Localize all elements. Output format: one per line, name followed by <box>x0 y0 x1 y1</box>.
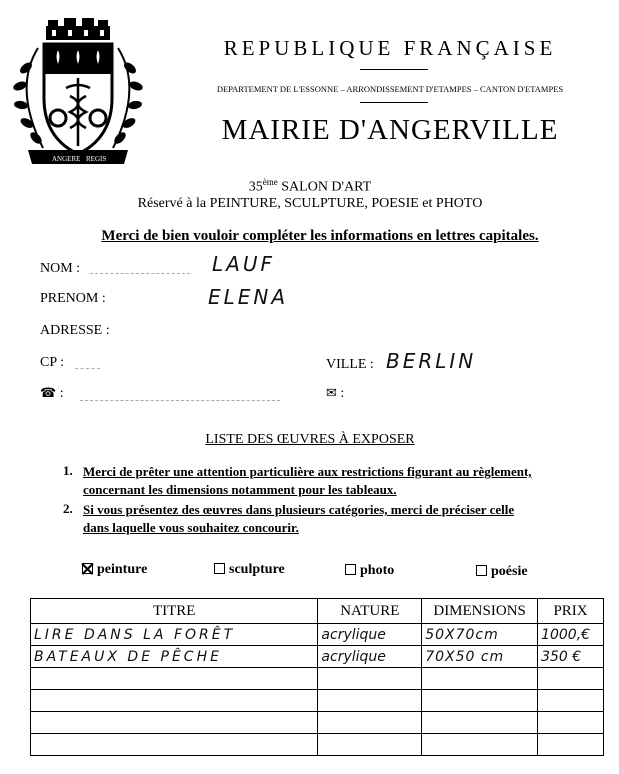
checkbox-peinture[interactable] <box>82 563 93 574</box>
salon-name: SALON D'ART <box>277 179 372 195</box>
cell-nature[interactable] <box>318 690 422 712</box>
prenom-label: PRENOM : <box>40 291 106 306</box>
cell-titre[interactable]: BATEAUX DE PÊCHE <box>31 646 318 668</box>
note-2-line-2: dans laquelle vous souhaitez concourir. <box>83 520 299 535</box>
works-table <box>30 598 604 756</box>
cell-titre[interactable] <box>31 734 318 756</box>
note-1-number: 1. <box>63 463 73 478</box>
telephone-icon: ☎ <box>40 386 57 401</box>
note-2 <box>83 501 619 537</box>
cell-prix[interactable]: 1000,€ <box>538 624 604 646</box>
cell-dimensions[interactable] <box>422 668 538 690</box>
header-nature: NATURE <box>318 599 422 624</box>
salon-number: 35 <box>248 179 263 195</box>
instruction-text: Merci de bien vouloir compléter les informations en lettres capitales. <box>101 228 539 244</box>
liste-title: LISTE DES ŒUVRES À EXPOSER <box>205 432 415 447</box>
angerville-crest-logo <box>8 18 148 168</box>
cell-dimensions[interactable] <box>422 690 538 712</box>
ville-field[interactable]: BERLIN <box>386 349 477 373</box>
category-poesie-label: poésie <box>491 564 528 579</box>
cell-nature[interactable] <box>318 712 422 734</box>
mail-label: : <box>340 386 345 401</box>
phone-row <box>40 386 64 402</box>
note-1 <box>83 463 619 499</box>
crest-motto-left: ANGERE <box>52 155 81 163</box>
category-photo-label: photo <box>360 563 395 578</box>
departement-line: DEPARTEMENT DE L'ESSONNE – ARRONDISSEMENT D'ETAMPES – CANTON D'ETAMPES <box>216 84 564 94</box>
header-prix: PRIX <box>538 599 604 624</box>
table-row <box>31 734 604 756</box>
mairie-title: MAIRIE D'ANGERVILLE <box>221 114 559 146</box>
salon-title <box>60 177 560 196</box>
note-2-number: 2. <box>63 501 73 516</box>
phone-underline <box>80 400 280 401</box>
checkbox-poesie[interactable] <box>476 565 487 576</box>
prenom-field[interactable]: ELENA <box>208 285 289 309</box>
category-sculpture[interactable] <box>214 562 285 578</box>
category-poesie[interactable] <box>476 564 528 580</box>
envelope-icon: ✉ <box>326 386 337 401</box>
cell-titre[interactable]: LIRE DANS LA FORÊT <box>31 624 318 646</box>
checkbox-sculpture[interactable] <box>214 563 225 574</box>
cell-prix[interactable] <box>538 668 604 690</box>
cell-nature[interactable]: acrylique <box>318 646 422 668</box>
table-header-row <box>31 599 604 624</box>
cell-nature[interactable] <box>318 668 422 690</box>
cell-dimensions[interactable] <box>422 734 538 756</box>
header-dimensions: DIMENSIONS <box>422 599 538 624</box>
cell-prix[interactable]: 350 € <box>538 646 604 668</box>
cell-dimensions[interactable]: 50X70cm <box>422 624 538 646</box>
cell-prix[interactable] <box>538 690 604 712</box>
cp-label: CP : <box>40 355 64 370</box>
divider <box>360 102 428 103</box>
cell-prix[interactable] <box>538 734 604 756</box>
cell-nature[interactable] <box>318 734 422 756</box>
table-row <box>31 712 604 734</box>
header-titre: TITRE <box>31 599 318 624</box>
note-1-line-2: concernant les dimensions notamment pour les tableaux. <box>83 482 397 497</box>
table-row <box>31 690 604 712</box>
category-peinture-label: peinture <box>97 562 148 577</box>
table-row <box>31 668 604 690</box>
nom-field[interactable]: LAUF <box>212 252 275 276</box>
note-1-line-1: Merci de prêter une attention particulière aux restrictions figurant au règlement, <box>83 464 532 479</box>
salon-reserved: Réservé à la PEINTURE, SCULPTURE, POESIE et PHOTO <box>137 196 483 211</box>
cell-titre[interactable] <box>31 690 318 712</box>
cell-dimensions[interactable]: 70X50 cm <box>422 646 538 668</box>
phone-label: : <box>59 386 64 401</box>
divider <box>360 69 428 70</box>
nom-label: NOM : <box>40 261 81 276</box>
category-photo[interactable] <box>345 563 394 579</box>
table-row <box>31 624 604 646</box>
checkbox-photo[interactable] <box>345 564 356 575</box>
table-row <box>31 646 604 668</box>
mail-row <box>326 386 344 402</box>
ville-label: VILLE : <box>326 357 374 372</box>
republique-heading: REPUBLIQUE FRANÇAISE <box>223 36 557 60</box>
cp-underline <box>75 368 100 369</box>
cell-dimensions[interactable] <box>422 712 538 734</box>
cell-nature[interactable]: acrylique <box>318 624 422 646</box>
note-2-line-1: Si vous présentez des œuvres dans plusieurs catégories, merci de préciser celle <box>83 502 515 517</box>
cell-prix[interactable] <box>538 712 604 734</box>
cell-titre[interactable] <box>31 668 318 690</box>
cell-titre[interactable] <box>31 712 318 734</box>
adresse-label: ADRESSE : <box>40 323 110 338</box>
category-peinture[interactable] <box>82 562 147 578</box>
nom-underline <box>90 273 190 274</box>
category-sculpture-label: sculpture <box>229 562 285 577</box>
crest-motto-right: REGIS <box>86 155 107 163</box>
salon-number-suffix: ème <box>262 177 278 187</box>
